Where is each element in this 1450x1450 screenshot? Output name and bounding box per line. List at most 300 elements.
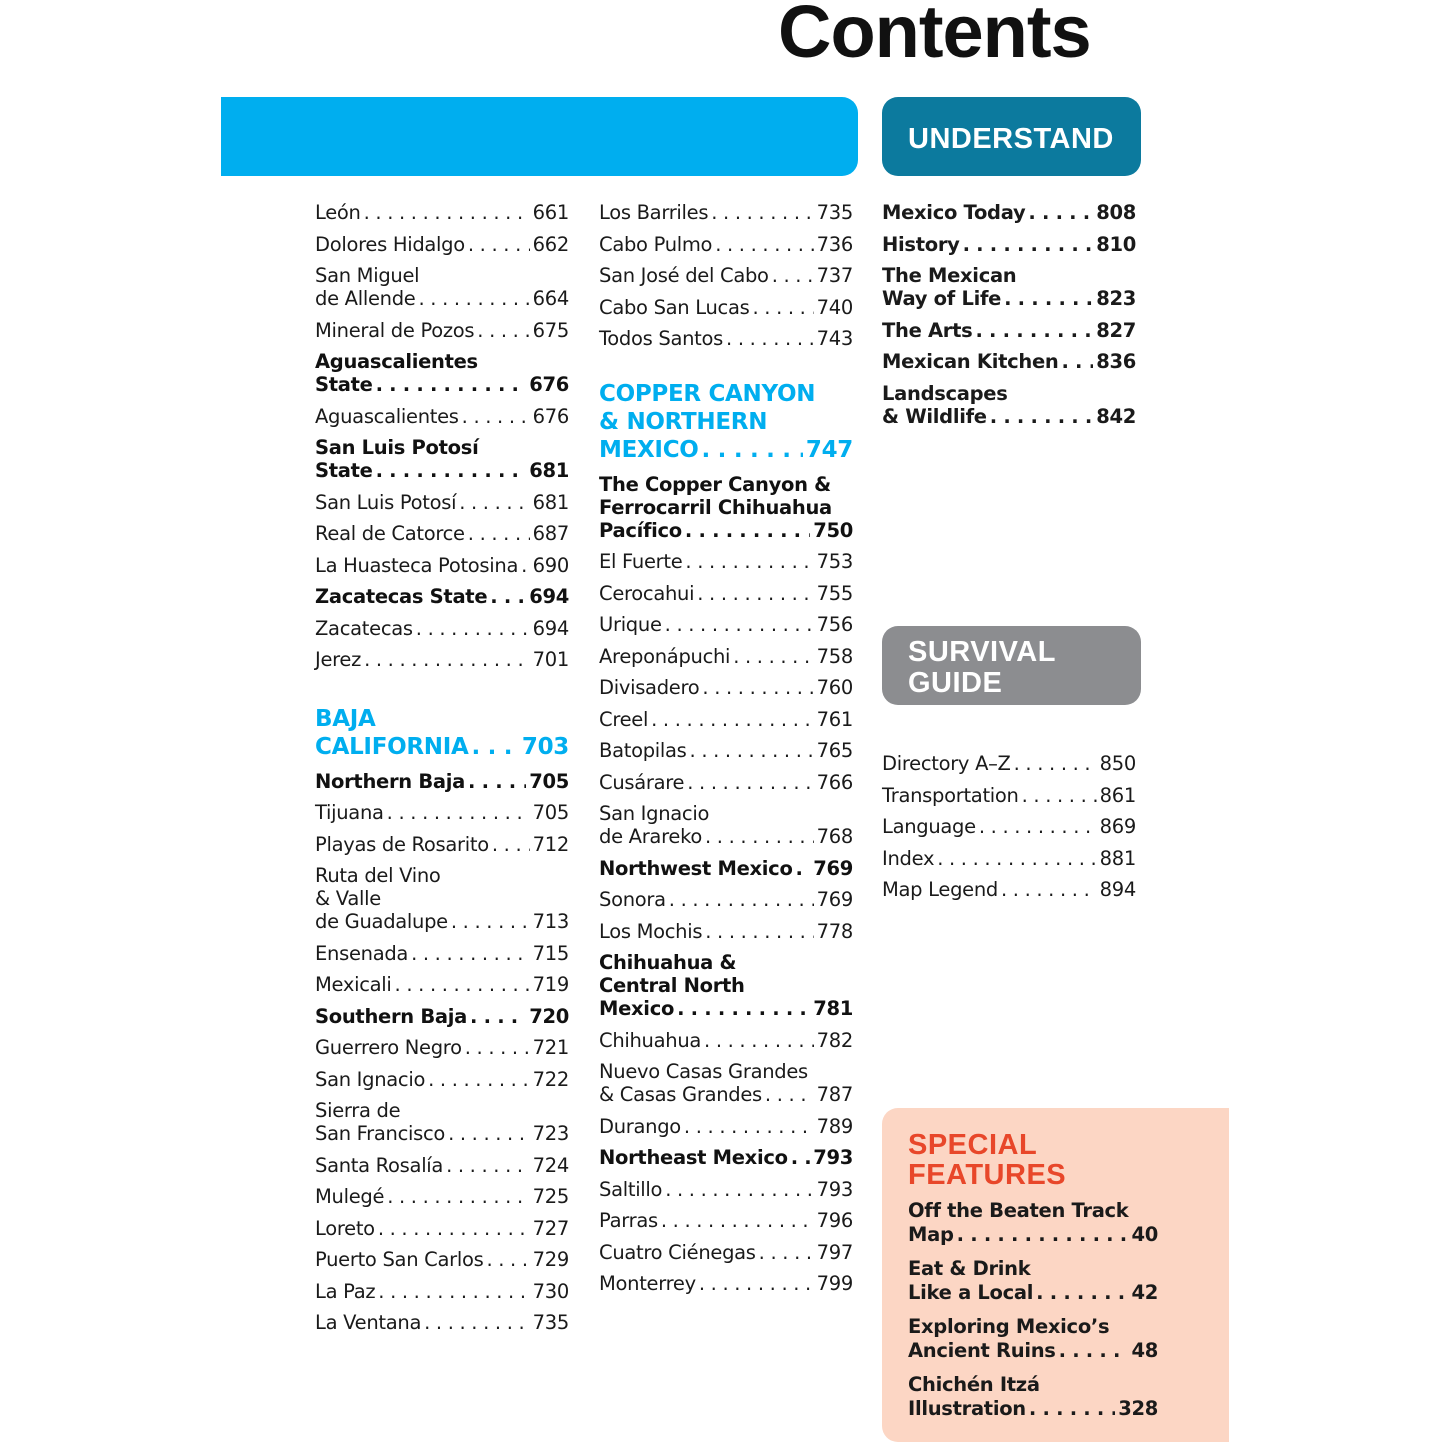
dot-leader [1022,784,1097,807]
dot-leader [990,405,1093,428]
toc-page-number: 796 [816,1209,853,1232]
toc-page-number: 730 [532,1279,569,1303]
dot-leader [462,405,530,428]
dot-leader [702,436,803,464]
dot-leader [468,522,530,545]
toc-entry-title: Creel [599,707,649,731]
toc-entry-title: Landscapes [882,381,1008,405]
toc-entry[interactable] [882,784,1136,807]
toc-entry-title: Guerrero Negro [315,1036,462,1059]
toc-entry-title: MEXICO [599,437,699,463]
toc-entry[interactable] [882,847,1136,870]
toc-entry[interactable] [315,436,569,482]
toc-entry[interactable] [599,676,853,699]
toc-page-number: 894 [1099,878,1136,901]
toc-entry-title: Aguascalientes [315,404,459,428]
toc-entry-title: Cabo Pulmo [599,232,713,256]
toc-entry-title: Mineral de Pozos [315,318,475,342]
dot-leader [726,327,814,350]
toc-page-number: 869 [1099,815,1136,838]
toc-page-number: 769 [813,856,853,880]
toc-entry[interactable] [315,973,569,996]
toc-page-number: 861 [1099,783,1136,807]
toc-entry-title: The Copper Canyon & [599,472,831,496]
toc-entry-title: Exploring Mexico’s [908,1315,1110,1338]
dot-leader [711,201,813,224]
dot-leader [1059,1339,1129,1363]
dot-leader [690,739,814,762]
dot-leader [669,888,814,911]
toc-page-number: 769 [816,888,853,911]
toc-entry[interactable] [908,1257,1158,1305]
dot-leader [975,319,1093,342]
toc-page-number: 675 [532,318,569,342]
toc-page-number: 681 [529,459,569,482]
toc-page-number: 723 [532,1122,569,1145]
toc-entry-title: San Ignacio [599,802,710,825]
dot-leader [1036,1281,1128,1305]
dot-leader [521,554,530,577]
toc-page-number: 881 [1099,846,1136,870]
dot-leader [733,645,813,668]
toc-entry[interactable] [908,1199,1158,1247]
toc-page-number: 722 [532,1067,569,1091]
dot-leader [387,1185,529,1208]
toc-entry[interactable] [882,201,1136,224]
toc-entry-title: Index [882,846,935,870]
toc-page-number: 735 [816,201,853,224]
toc-entry[interactable] [315,1068,569,1091]
toc-entry-title: Cerocahui [599,581,695,605]
dot-leader [772,264,814,287]
toc-page-number: 781 [813,997,853,1020]
toc-entry-title: Cusárare [599,770,685,794]
toc-entry-title: State [315,373,373,396]
dot-leader [665,613,814,636]
dot-leader [704,1029,814,1052]
dot-leader [651,708,814,731]
toc-entry-title: Tijuana [315,801,384,824]
toc-entry-title: Los Mochis [599,919,703,943]
toc-entry[interactable] [315,201,569,224]
toc-entry-title: Puerto San Carlos [315,1248,484,1271]
toc-page-number: 737 [816,264,853,287]
toc-entry[interactable] [882,752,1136,775]
toc-entry-title: Northern Baja [315,769,466,793]
toc-entry[interactable] [882,264,1136,310]
toc-page-number: 719 [532,973,569,996]
dot-leader [376,373,527,396]
toc-entry[interactable] [599,582,853,605]
toc-entry[interactable] [315,1217,569,1240]
toc-entry-title: Parras [599,1209,658,1232]
toc-entry[interactable] [599,264,853,287]
toc-entry[interactable] [315,264,569,310]
toc-entry-title: & Casas Grandes [599,1083,762,1106]
toc-entry-title: Transportation [882,783,1019,807]
toc-page-number: 766 [816,770,853,794]
toc-entry[interactable] [315,1036,569,1059]
toc-entry[interactable] [315,319,569,342]
dot-leader [677,997,810,1020]
toc-entry-title: Chihuahua & [599,951,737,974]
toc-entry[interactable] [315,648,569,671]
toc-entry-title: Eat & Drink [908,1257,1031,1280]
toc-page-number: 850 [1099,752,1136,775]
toc-entry-title: BAJA [315,706,376,732]
toc-entry[interactable] [599,1241,853,1264]
toc-page-number: 724 [532,1153,569,1177]
toc-page-number: 765 [816,739,853,762]
dot-leader [465,1036,530,1059]
toc-entry[interactable] [599,1060,853,1106]
toc-entry-title: Ruta del Vino [315,864,441,887]
toc-entry-title: Northwest Mexico [599,856,793,880]
toc-entry-title: State [315,459,373,482]
toc-page-number: 747 [805,437,853,463]
toc-page-number: 690 [532,553,569,577]
dot-leader [1029,1397,1115,1421]
toc-entry[interactable] [599,888,853,911]
toc-entry-title: Ancient Ruins [908,1339,1056,1362]
toc-page-number: 756 [816,613,853,636]
dot-leader [378,1217,530,1240]
toc-entry-title: San José del Cabo [599,264,769,287]
dot-leader [684,1115,814,1138]
dot-leader [715,233,813,256]
toc-entry-title: Off the Beaten Track [908,1199,1129,1222]
toc-entry-title: Northeast Mexico [599,1146,788,1169]
toc-entry-title: Real de Catorce [315,522,465,545]
toc-entry-title: & NORTHERN [599,409,768,435]
toc-entry[interactable] [599,1146,853,1169]
toc-entry-title: & Valle [315,887,381,910]
toc-entry-title: CALIFORNIA [315,734,469,760]
toc-entry-title: de Guadalupe [315,910,448,933]
toc-entry-title: Loreto [315,1216,375,1240]
toc-entry[interactable] [908,1315,1158,1363]
dot-leader [705,920,813,943]
toc-entry[interactable] [599,327,853,350]
toc-page-number: 681 [532,490,569,514]
toc-page-number: 694 [532,616,569,640]
toc-entry[interactable] [882,233,1136,256]
toc-entry[interactable] [599,473,853,542]
toc-page-number: 725 [532,1185,569,1208]
toc-page-number: 701 [532,648,569,671]
toc-entry[interactable] [315,1005,569,1028]
toc-entry-title: Urique [599,613,662,636]
toc-page-number: 729 [532,1248,569,1271]
toc-entry[interactable] [599,951,853,1020]
dot-leader [428,1068,530,1091]
toc-entry-title: Santa Rosalía [315,1153,444,1177]
toc-entry[interactable] [599,296,853,319]
toc-entry[interactable] [315,1248,569,1271]
toc-entry[interactable] [315,585,569,608]
dot-leader [395,973,530,996]
toc-entry-title: Dolores Hidalgo [315,232,465,256]
toc-entry-title: Map Legend [882,878,998,901]
toc-entry[interactable] [599,613,853,636]
toc-entry-title: History [882,232,960,256]
toc-entry-title: Durango [599,1114,681,1138]
toc-entry[interactable] [599,1115,853,1138]
toc-entry-title: Chihuahua [599,1028,702,1052]
toc-entry[interactable] [882,319,1136,342]
toc-page-number: 827 [1096,318,1136,342]
understand-tab: UNDERSTAND [882,97,1141,176]
toc-page-number: 705 [532,801,569,824]
toc-entry[interactable] [882,382,1136,428]
dot-leader [687,771,813,794]
toc-entry-title: Mexico [599,997,675,1020]
toc-entry-title: Todos Santos [599,327,724,350]
dot-leader [759,1241,814,1264]
toc-entry-title: San Francisco [315,1122,446,1145]
toc-page-number: 760 [816,676,853,699]
dot-leader [699,1272,814,1295]
toc-entry[interactable] [599,739,853,762]
dot-leader [702,676,813,699]
toc-entry-title: Aguascalientes [315,350,478,373]
toc-page-number: 808 [1096,201,1136,224]
toc-page-number: 740 [816,295,853,319]
toc-page-number: 703 [521,734,569,760]
toc-entry-title: Ferrocarril Chihuahua [599,495,832,519]
toc-entry[interactable] [599,857,853,880]
dot-leader [411,942,530,965]
toc-page-number: 705 [529,769,569,793]
toc-entry[interactable] [599,1209,853,1232]
toc-entry-title: San Miguel [315,264,420,287]
toc-entry-title: COPPER CANYON [599,381,816,407]
toc-entry[interactable] [315,405,569,428]
toc-page-number: 797 [816,1240,853,1264]
special-heading-line: FEATURES [908,1159,1067,1191]
toc-entry-title: Nuevo Casas Grandes [599,1060,808,1083]
toc-entry[interactable] [882,815,1136,838]
toc-page-number: 823 [1096,287,1136,310]
toc-entry[interactable] [908,1373,1158,1421]
toc-page-number: 778 [816,919,853,943]
toc-entry[interactable] [599,550,853,573]
special-heading-line: SPECIAL [908,1129,1038,1161]
dot-leader [752,296,813,319]
dot-leader [468,770,526,793]
toc-page-number: 761 [816,707,853,731]
dot-leader [697,582,813,605]
dot-leader [364,648,530,671]
toc-entry-title: Sonora [599,888,666,911]
dot-leader [665,1178,813,1201]
dot-leader [1061,350,1093,373]
toc-entry[interactable] [599,645,853,668]
toc-entry-title: San Luis Potosí [315,436,479,459]
toc-entry-title: El Fuerte [599,550,683,573]
dot-leader [1028,201,1093,224]
toc-entry[interactable] [599,1029,853,1052]
toc-entry[interactable] [315,554,569,577]
dot-leader [376,459,527,482]
toc-page-number: 721 [532,1036,569,1059]
toc-entry[interactable] [315,617,569,640]
toc-page-number: 736 [816,232,853,256]
toc-region-heading[interactable] [315,705,569,761]
toc-entry[interactable] [599,802,853,848]
toc-page-number: 664 [532,287,569,310]
dot-leader [1004,287,1093,310]
dot-leader [979,815,1097,838]
toc-page-number: 750 [813,518,853,542]
toc-page-number: 793 [816,1177,853,1201]
toc-entry[interactable] [599,233,853,256]
toc-entry-title: Zacatecas [315,616,413,640]
toc-entry-title: La Paz [315,1279,376,1303]
understand-list [882,201,1136,436]
survival-guide-tab [882,626,1141,705]
toc-entry[interactable] [315,1311,569,1334]
toc-entry[interactable] [315,233,569,256]
toc-page-number: 743 [816,327,853,350]
survival-tab-line: GUIDE [908,667,1003,699]
toc-entry[interactable] [599,201,853,224]
toc-entry-title: Monterrey [599,1272,696,1295]
dot-leader [685,550,813,573]
toc-entry-title: Directory A–Z [882,752,1011,775]
toc-entry[interactable] [599,1272,853,1295]
toc-entry-title: Like a Local [908,1281,1034,1304]
toc-page-number: 662 [532,232,569,256]
toc-page-number: 793 [813,1146,853,1169]
toc-entry[interactable] [315,350,569,396]
toc-entry[interactable] [315,522,569,545]
dot-leader [796,857,811,880]
special-features-heading [908,1130,1066,1190]
toc-entry-title: The Arts [882,318,973,342]
toc-entry-title: La Huasteca Potosina [315,553,519,577]
survival-tab-line: SURVIVAL [908,636,1056,668]
dot-leader [418,287,529,310]
dot-leader [685,519,810,542]
dot-leader [1001,878,1097,901]
toc-entry-title: Language [882,815,976,838]
toc-entry-title: Chichén Itzá [908,1373,1040,1396]
dot-leader [364,201,530,224]
toc-entry[interactable] [315,1185,569,1208]
toc-page-number: 758 [816,644,853,668]
toc-page-number: 753 [816,550,853,573]
toc-entry-title: Saltillo [599,1177,663,1201]
dot-leader [490,585,526,608]
dot-leader [477,319,529,342]
toc-entry-title: Sierra de [315,1099,401,1122]
dot-leader [471,733,518,761]
toc-region-heading[interactable] [599,380,853,464]
toc-entry-title: The Mexican [882,264,1017,287]
toc-entry[interactable] [599,771,853,794]
section-banner [221,97,858,176]
toc-page-number: 676 [529,373,569,396]
toc-entry[interactable] [315,1099,569,1145]
dot-leader [705,825,814,848]
toc-entry[interactable] [315,942,569,965]
dot-leader [416,617,530,640]
toc-page-number: 694 [529,585,569,608]
toc-entry-title: Mexican Kitchen [882,350,1059,373]
toc-column-1 [315,201,569,1343]
toc-entry-title: Mexico Today [882,201,1026,224]
toc-entry-title: Map [908,1223,954,1246]
dot-leader [448,1122,530,1145]
toc-entry[interactable] [315,1280,569,1303]
dot-leader [963,233,1094,256]
toc-entry-title: Southern Baja [315,1004,468,1028]
dot-leader [387,801,530,824]
toc-entry[interactable] [599,1178,853,1201]
toc-page-number: 687 [532,522,569,545]
toc-page-number: 799 [816,1272,853,1295]
toc-entry[interactable] [882,350,1136,373]
toc-entry-title: Cabo San Lucas [599,295,750,319]
toc-page-number: 789 [816,1114,853,1138]
toc-page-number: 810 [1096,232,1136,256]
toc-entry[interactable] [315,770,569,793]
toc-entry[interactable] [882,878,1136,901]
toc-entry-title: Central North [599,974,745,997]
toc-entry-title: de Allende [315,287,416,310]
toc-entry-title: La Ventana [315,1311,422,1334]
dot-leader [446,1154,530,1177]
toc-page-number: 768 [816,825,853,848]
toc-entry-title: de Arareko [599,825,702,848]
toc-entry[interactable] [315,1154,569,1177]
special-features-list [908,1199,1158,1431]
toc-entry-title: Jerez [315,648,362,671]
toc-entry-title: Pacífico [599,518,682,542]
dot-leader [765,1083,814,1106]
toc-entry-title: San Ignacio [315,1067,426,1091]
dot-leader [937,847,1096,870]
toc-entry[interactable] [599,708,853,731]
toc-entry-title: Way of Life [882,287,1002,310]
dot-leader [661,1209,814,1232]
toc-page-number: 720 [529,1004,569,1028]
toc-entry-title: Ensenada [315,941,409,965]
dot-leader [468,233,530,256]
toc-entry[interactable] [315,833,569,856]
toc-entry-title: San Luis Potosí [315,490,457,514]
toc-page-number: 842 [1096,404,1136,428]
toc-page-number: 661 [532,201,569,224]
toc-page-number: 676 [532,404,569,428]
toc-entry[interactable] [315,864,569,933]
dot-leader [424,1311,530,1334]
dot-leader [492,833,530,856]
toc-page-number: 42 [1131,1281,1158,1304]
dot-leader [459,491,529,514]
dot-leader [486,1248,529,1271]
toc-entry[interactable] [599,920,853,943]
toc-entry-title: Los Barriles [599,201,709,224]
toc-page-number: 727 [532,1216,569,1240]
toc-column-2 [599,201,853,1304]
toc-entry[interactable] [315,801,569,824]
toc-page-number: 48 [1131,1339,1158,1362]
toc-page-number: 755 [816,581,853,605]
toc-entry[interactable] [315,491,569,514]
dot-leader [1014,752,1097,775]
